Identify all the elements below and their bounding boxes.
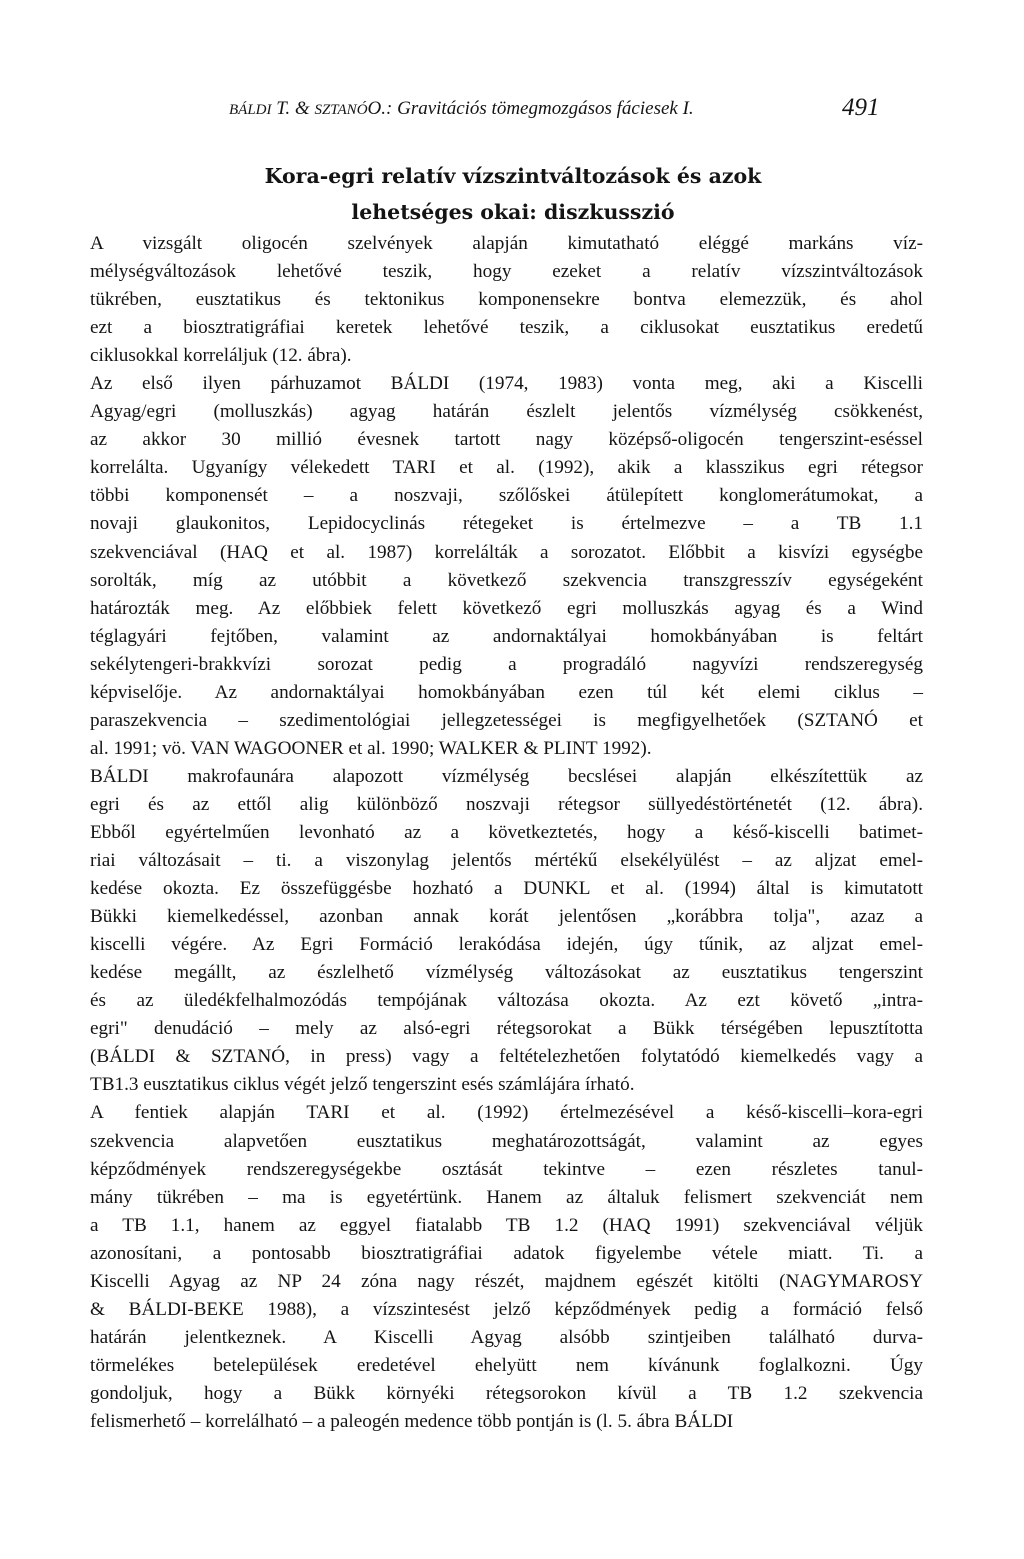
text-line: és az üledékfelhalmozódás tempójának változása okozta. Az ezt követő „intra- xyxy=(90,990,923,1012)
paragraph xyxy=(90,230,923,370)
text-line: sorolták, míg az utóbbit a következő szekvencia transzgresszív egységeként xyxy=(90,569,923,591)
text-line: felismerhető – korrelálható – a paleogén medence több pontján is (l. 5. ábra BÁLDI xyxy=(90,1410,734,1432)
text-line: mélységváltozások lehetővé teszik, hogy ezeket a relatív vízszintváltozások xyxy=(90,261,923,283)
text-line: egri" denudáció – mely az alsó-egri rétegsorokat a Bükk térségében lepusztította xyxy=(90,1018,923,1040)
text-line: az akkor 30 millió évesnek tartott nagy középső-oligocén tengerszint-eséssel xyxy=(90,429,923,451)
text-line: al. 1991; vö. VAN WAGOONER et al. 1990; WALKER & PLINT 1992). xyxy=(90,737,652,759)
text-line: korrelálta. Ugyanígy vélekedett TARI et al. (1992), akik a klasszikus egri rétegsor xyxy=(90,457,923,479)
text-line: Az első ilyen párhuzamot BÁLDI (1974, 1983) vonta meg, aki a Kiscelli xyxy=(90,373,923,395)
text-line: szekvencia alapvetően eusztatikus meghatározottságát, valamint az egyes xyxy=(90,1130,923,1152)
header-author1: BÁLDI xyxy=(229,102,272,118)
text-line: Agyag/egri (molluszkás) agyag határán észlelt jelentős vízmélység csökkenést, xyxy=(90,401,923,423)
text-line: határán jelentkeznek. A Kiscelli Agyag alsóbb szintjeiben található durva- xyxy=(90,1326,923,1348)
paragraph xyxy=(90,1099,923,1436)
text-line: TB1.3 eusztatikus ciklus végét jelző tengerszint esés számlájára írható. xyxy=(90,1074,635,1096)
paragraph xyxy=(90,370,923,763)
body-text xyxy=(90,230,923,1436)
header-author1-initial: T. xyxy=(276,98,291,119)
running-header xyxy=(229,98,889,124)
text-line: ciklusokkal korreláljuk (12. ábra). xyxy=(90,345,352,367)
text-line: sekélytengeri-brakkvízi sorozat pedig a progradáló nagyvízi rendszeregység xyxy=(90,653,923,675)
page-number: 491 xyxy=(842,94,880,121)
text-line: Bükki kiemelkedéssel, azonban annak korát jelentősen „korábbra tolja", azaz a xyxy=(90,906,923,928)
text-line: képződmények rendszeregységekbe osztását tekintve – ezen részletes tanul- xyxy=(90,1158,923,1180)
text-line: kiscelli végére. Az Egri Formáció lerakódása idején, úgy tűnik, az aljzat emel- xyxy=(90,934,923,956)
text-line: A fentiek alapján TARI et al. (1992) értelmezésével a késő-kiscelli–kora-egri xyxy=(90,1102,923,1124)
text-line: téglagyári fejtőben, valamint az andornaktályai homokbányában is feltárt xyxy=(90,625,923,647)
text-line: Ebből egyértelműen levonható az a következtetés, hogy a késő-kiscelli batimet- xyxy=(90,821,923,843)
paragraph xyxy=(90,763,923,1100)
section-title-line-1: Kora-egri relatív vízszintváltozások és azok xyxy=(264,164,762,188)
text-line: egri és az ettől alig különböző noszvaji rétegsor süllyedéstörténetét (12. ábra). xyxy=(90,793,923,815)
text-line: azonosítani, a pontosabb biosztratigráfiai adatok figyelembe vétele miatt. Ti. a xyxy=(90,1242,923,1264)
header-amp: & xyxy=(294,98,310,119)
text-line: a TB 1.1, hanem az eggyel fiatalabb TB 1.2 (HAQ 1991) szekvenciával véljük xyxy=(90,1214,923,1236)
text-line: & BÁLDI-BEKE 1988), a vízszintesést jelző képződmények pedig a formáció felső xyxy=(90,1298,923,1320)
text-line: kedése megállt, az észlelhető vízmélység változásokat az eusztatikus tengerszint xyxy=(90,962,923,984)
text-line: képviselője. Az andornaktályai homokbányában ezen túl két elemi ciklus – xyxy=(90,681,923,703)
text-line: novaji glaukonitos, Lepidocyclinás rétegeket is értelmezve – a TB 1.1 xyxy=(90,513,923,535)
text-line: A vizsgált oligocén szelvények alapján kimutatható eléggé markáns víz- xyxy=(90,233,923,254)
section-title-line-2: lehetséges okai: diszkusszió xyxy=(351,200,675,224)
text-line: riai változásait – ti. a viszonylag jelentős mértékű elsekélyülést – az aljzat emel- xyxy=(90,850,923,872)
text-line: határozták meg. Az előbbiek felett következő egri molluszkás agyag és a Wind xyxy=(90,597,923,619)
text-line: mány tükrében – ma is egyetértünk. Hanem az általuk felismert szekvenciát nem xyxy=(90,1186,923,1208)
header-title: Gravitációs tömegmozgásos fáciesek I. xyxy=(397,98,694,119)
text-line: ezt a biosztratigráfiai keretek lehetővé teszik, a ciklusokat eusztatikus eredetű xyxy=(90,317,923,339)
header-author2: SZTANÓ xyxy=(314,102,368,118)
text-line: törmelékes betelepülések eredetével ehelyütt nem kívánunk foglalkozni. Úgy xyxy=(90,1354,923,1376)
text-line: tükrében, eusztatikus és tektonikus komponensekre bontva elemezzük, és ahol xyxy=(90,289,923,311)
text-line: Kiscelli Agyag az NP 24 zóna nagy részét, majdnem egészét kitölti (NAGYMAROSY xyxy=(90,1270,923,1292)
text-line: kedése okozta. Ez összefüggésbe hozható a DUNKL et al. (1994) által is kimutatott xyxy=(90,878,923,900)
text-line: szekvenciával (HAQ et al. 1987) korrelálták a sorozatot. Előbbit a kisvízi egységbe xyxy=(90,541,923,563)
text-line: BÁLDI makrofaunára alapozott vízmélység becslései alapján elkészítettük az xyxy=(90,765,923,787)
text-line: (BÁLDI & SZTANÓ, in press) vagy a feltételezhetően folytatódó kiemelkedés vagy a xyxy=(90,1046,923,1068)
header-author2-initial: O.: xyxy=(367,98,393,119)
text-line: paraszekvencia – szedimentológiai jellegzetességei is megfigyelhetőek (SZTANÓ et xyxy=(90,709,923,731)
text-line: gondoljuk, hogy a Bükk környéki rétegsorokon kívül a TB 1.2 szekvencia xyxy=(90,1382,923,1404)
text-line: többi komponensét – a noszvaji, szőlőskei átülepített konglomerátumokat, a xyxy=(90,485,923,507)
section-title xyxy=(153,158,873,230)
